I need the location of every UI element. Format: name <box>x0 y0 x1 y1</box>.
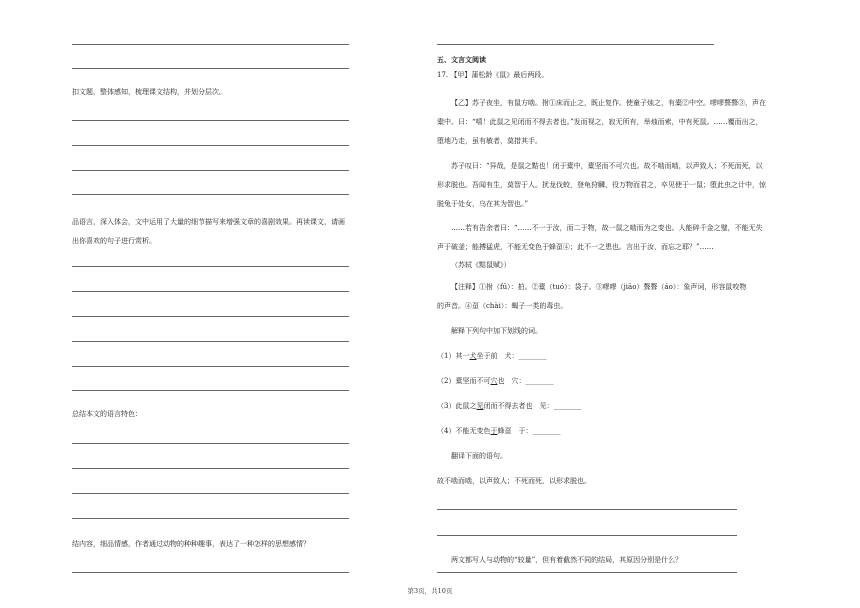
question-compare: 两文都写人与动物的“较量”，但有着截然不同的结局，其原因分别是什么？ <box>451 556 683 564</box>
answer-line <box>437 535 737 536</box>
question-17-intro: 17. 【甲】蒲松龄《鼠》最后两段。 <box>437 71 549 79</box>
item-2 <box>437 376 553 386</box>
item-1-prefix: （1）其一 <box>437 352 470 360</box>
answer-line <box>72 291 349 292</box>
section-title: 五、文言文阅读 <box>437 55 486 64</box>
passage-yi-paragraph-2: 苏子叹曰：“异哉，是鼠之黠也！闭于橐中，橐坚而不可穴也。故不啮而啮，以声致人；不死而死，以形求脱也。吾闻有生，莫智于人。扰龙伐蛟，登龟狩麟，役万物而君之，卒见使于一鼠；堕此虫之计中，惊脱兔于处女，乌在其为智也。” <box>437 162 766 208</box>
task-explain-words: 解释下列句中加下划线的词。 <box>451 327 542 335</box>
answer-line <box>72 518 349 519</box>
passage-source: （苏轼《黠鼠赋》） <box>451 261 511 269</box>
answer-line <box>72 468 349 469</box>
answer-line <box>72 390 349 391</box>
answer-line <box>437 572 737 573</box>
question-theme: 结内容，细品情感，作者通过动物的种种趣事，表达了一种怎样的思想感情？ <box>72 540 310 548</box>
answer-line <box>72 266 349 267</box>
item-4-suffix: 蜂虿 于：________ <box>497 427 561 435</box>
item-3-prefix: （3）此鼠之 <box>437 402 477 410</box>
passage-yi-paragraph-3: ……若有告余者曰：“……不一于汝，而二于物，故一鼠之啮而为之变也。人能碎千金之璧，不能无失声于破釜；能搏猛虎，不能无变色于蜂虿④；此不一之患也。言出于汝，而忘之耶？”…… <box>437 224 763 251</box>
question-analyze-structure: 扣文题，整体感知，梳理课文结构，并划分层次。 <box>72 88 226 96</box>
answer-line <box>72 120 349 121</box>
item-1 <box>437 351 546 361</box>
answer-line <box>72 493 349 494</box>
question-appreciate: 品语言，深入体会，文中运用了大量的细节描写来增强文章的喜剧效果。再读课文，请画出你喜欢的句子进行赏析。 <box>72 218 345 245</box>
item-3-suffix: 闭而不得去者也 见：________ <box>483 402 582 410</box>
answer-line <box>72 194 349 195</box>
item-4 <box>437 426 560 436</box>
task-translate: 翻译下面的语句。 <box>451 452 507 460</box>
item-2-word: 穴 <box>490 377 498 385</box>
page-number: 第3页，共10页 <box>407 587 453 595</box>
question-language-features: 总结本文的语言特色： <box>72 410 142 418</box>
answer-line <box>72 341 349 342</box>
item-2-prefix: （2）橐坚而不可 <box>437 377 491 385</box>
answer-line <box>72 170 349 171</box>
item-3-word: 见 <box>476 402 484 410</box>
answer-line <box>72 145 349 146</box>
translate-sentence: 故不啮而啮，以声致人；不死而死，以形求脱也。 <box>437 477 591 485</box>
item-1-suffix: 坐于前 犬：________ <box>476 352 547 360</box>
answer-line <box>72 316 349 317</box>
answer-line <box>72 44 349 45</box>
notes-line-1: 【注释】①拊（fǔ）：拍。②橐（tuó）：袋子。③嘐嘐（jiāo）聱聱（áo）：象声词，形容鼠咬物 <box>451 283 747 291</box>
item-4-prefix: （4）不能无变色 <box>437 427 491 435</box>
notes-line-2: 的声音。④虿（chài）：蝎子一类的毒虫。 <box>437 302 568 310</box>
answer-line <box>437 44 714 45</box>
answer-line <box>72 68 349 69</box>
item-4-word: 于 <box>490 427 498 435</box>
item-3 <box>437 401 581 411</box>
passage-yi-paragraph-1: 【乙】苏子夜坐，有鼠方啮。拊①床而止之，既止复作。使童子烛之，有橐②中空。嘐嘐聱聱③，声在橐中。曰：“嘻！此鼠之见闭而不得去者也。”发而视之，寂无所有，举烛而索，中有死鼠。……覆而出之，堕地乃走，虽有敏者，莫措其手。 <box>437 99 766 145</box>
answer-line <box>72 572 349 573</box>
item-2-suffix: 也 穴：________ <box>497 377 554 385</box>
item-1-word: 犬 <box>469 352 477 360</box>
answer-line <box>72 443 349 444</box>
answer-line <box>72 366 349 367</box>
answer-line <box>437 509 737 510</box>
